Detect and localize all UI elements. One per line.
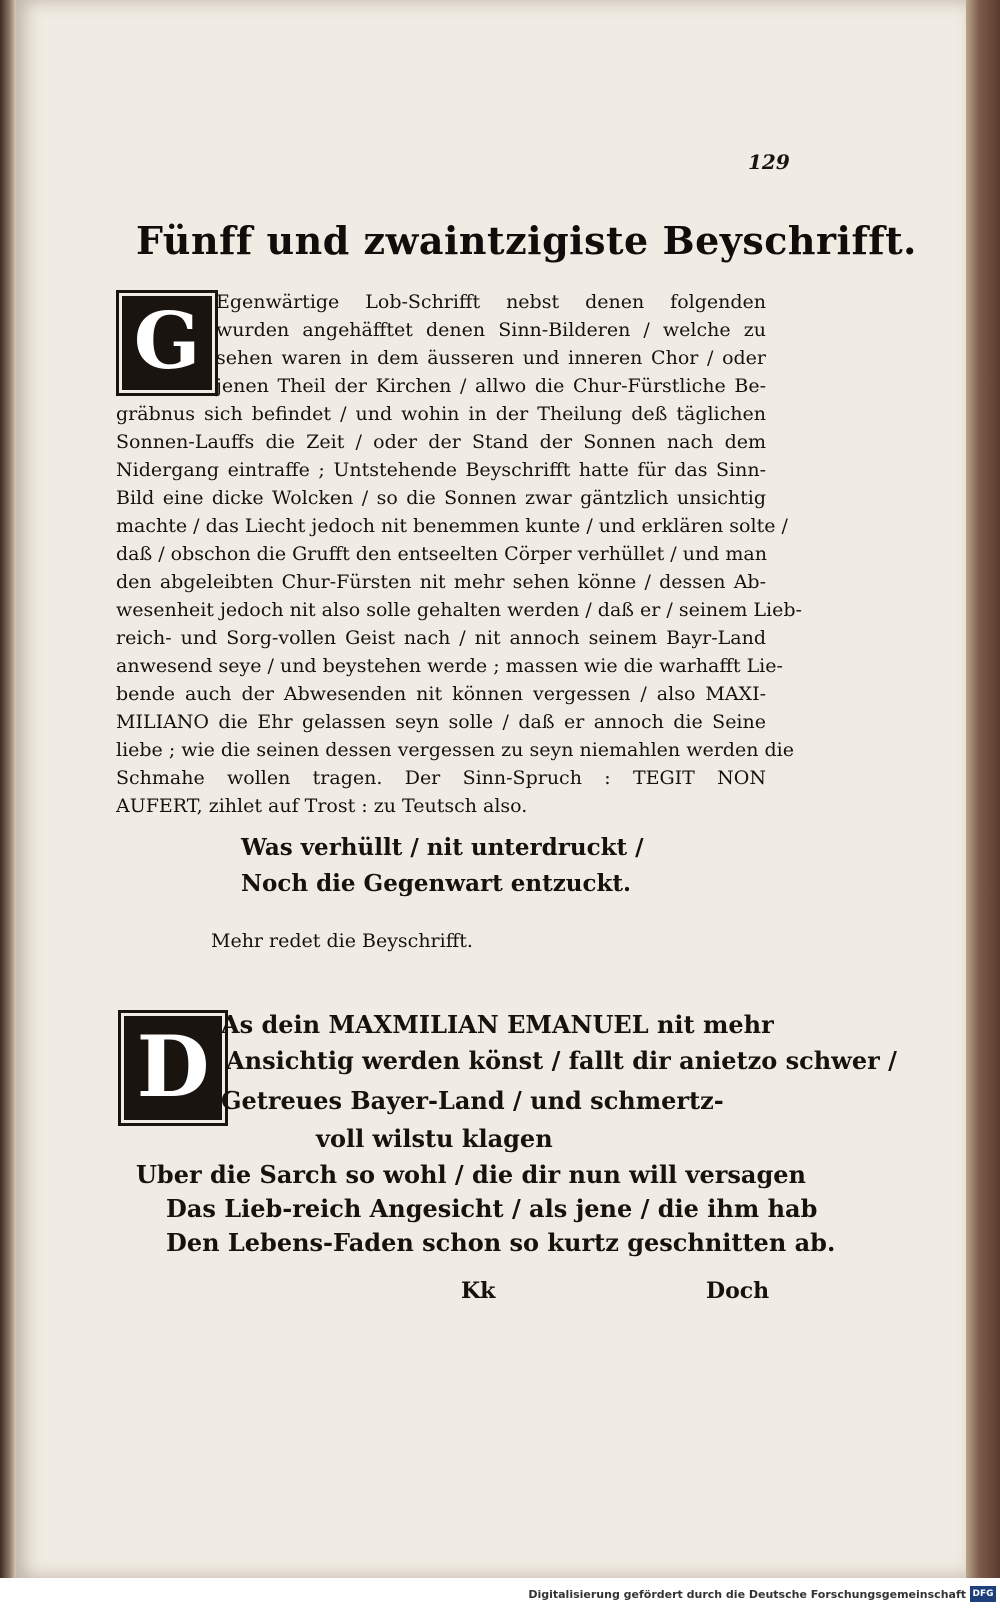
paragraph-line: anwesend seye / und beystehen werde ; massen wie die warhafft Lie- bbox=[116, 655, 783, 677]
dfg-logo-icon: DFG bbox=[970, 1586, 996, 1602]
paragraph-line: Nidergang eintraffe ; Untstehende Beyschrifft hatte für das Sinn- bbox=[116, 459, 766, 481]
drop-cap-initial-g: G bbox=[116, 290, 218, 396]
paragraph-line: Egenwärtige Lob-Schrifft nebst denen folgenden bbox=[216, 291, 766, 313]
paragraph-line: sehen waren in dem äusseren und inneren Chor / oder bbox=[216, 347, 766, 369]
paragraph-line: AUFERT, zihlet auf Trost : zu Teutsch also. bbox=[116, 795, 528, 817]
catchword: Doch bbox=[706, 1278, 770, 1304]
footer-credit: Digitalisierung gefördert durch die Deutsche Forschungsgemeinschaft bbox=[528, 1588, 966, 1601]
paragraph-line: den abgeleibten Chur-Fürsten nit mehr sehen könne / dessen Ab- bbox=[116, 571, 766, 593]
paragraph-line: Sonnen-Lauffs die Zeit / oder der Stand der Sonnen nach dem bbox=[116, 431, 766, 453]
paragraph-line: wesenheit jedoch nit also solle gehalten werden / daß er / seinem Lieb- bbox=[116, 599, 802, 621]
poem-line: As dein MAXMILIAN EMANUEL nit mehr bbox=[221, 1010, 774, 1039]
paragraph-line: MILIANO die Ehr gelassen seyn solle / daß er annoch die Seine bbox=[116, 711, 766, 733]
paragraph-line: machte / das Liecht jedoch nit benemmen kunte / und erklären solte / bbox=[116, 515, 788, 537]
book-gutter-edge bbox=[0, 0, 16, 1609]
section-heading: Fünff und zwaintzigiste Beyschrifft. bbox=[136, 218, 917, 263]
page-number: 129 bbox=[748, 150, 790, 174]
digitization-footer bbox=[0, 1578, 1000, 1609]
poem-line: Uber die Sarch so wohl / die dir nun will versagen bbox=[136, 1160, 806, 1189]
signature-mark: Kk bbox=[461, 1278, 496, 1304]
paragraph-line: reich- und Sorg-vollen Geist nach / nit annoch seinem Bayr-Land bbox=[116, 627, 766, 649]
transition-line: Mehr redet die Beyschrifft. bbox=[211, 930, 473, 952]
poem-line: Das Lieb-reich Angesicht / als jene / die ihm hab bbox=[166, 1194, 818, 1223]
drop-cap-initial-d: D bbox=[118, 1010, 228, 1126]
paragraph-line: Schmahe wollen tragen. Der Sinn-Spruch : TEGIT NON bbox=[116, 767, 766, 789]
book-page bbox=[16, 0, 966, 1578]
paragraph-line: wurden angehäfftet denen Sinn-Bilderen / welche zu bbox=[216, 319, 766, 341]
paragraph-line: jenen Theil der Kirchen / allwo die Chur-Fürstliche Be- bbox=[216, 375, 766, 397]
paragraph-line: liebe ; wie die seinen dessen vergessen zu seyn niemahlen werden die bbox=[116, 739, 794, 761]
paragraph-line: gräbnus sich befindet / und wohin in der Theilung deß täglichen bbox=[116, 403, 766, 425]
poem-line: Ansichtig werden könst / fallt dir anietzo schwer / bbox=[226, 1046, 897, 1075]
poem-line: Getreues Bayer-Land / und schmertz- bbox=[221, 1086, 724, 1115]
poem-line: Den Lebens-Faden schon so kurtz geschnitten ab. bbox=[166, 1228, 836, 1257]
motto-verse-line: Noch die Gegenwart entzuckt. bbox=[241, 870, 632, 897]
motto-verse-line: Was verhüllt / nit unterdruckt / bbox=[241, 834, 644, 861]
paragraph-line: bende auch der Abwesenden nit können vergessen / also MAXI- bbox=[116, 683, 766, 705]
paragraph-line: Bild eine dicke Wolcken / so die Sonnen zwar gäntzlich unsichtig bbox=[116, 487, 766, 509]
book-fore-edge bbox=[966, 0, 1000, 1609]
paragraph-line: daß / obschon die Grufft den entseelten Cörper verhüllet / und man bbox=[116, 543, 767, 565]
poem-line: voll wilstu klagen bbox=[316, 1124, 553, 1153]
